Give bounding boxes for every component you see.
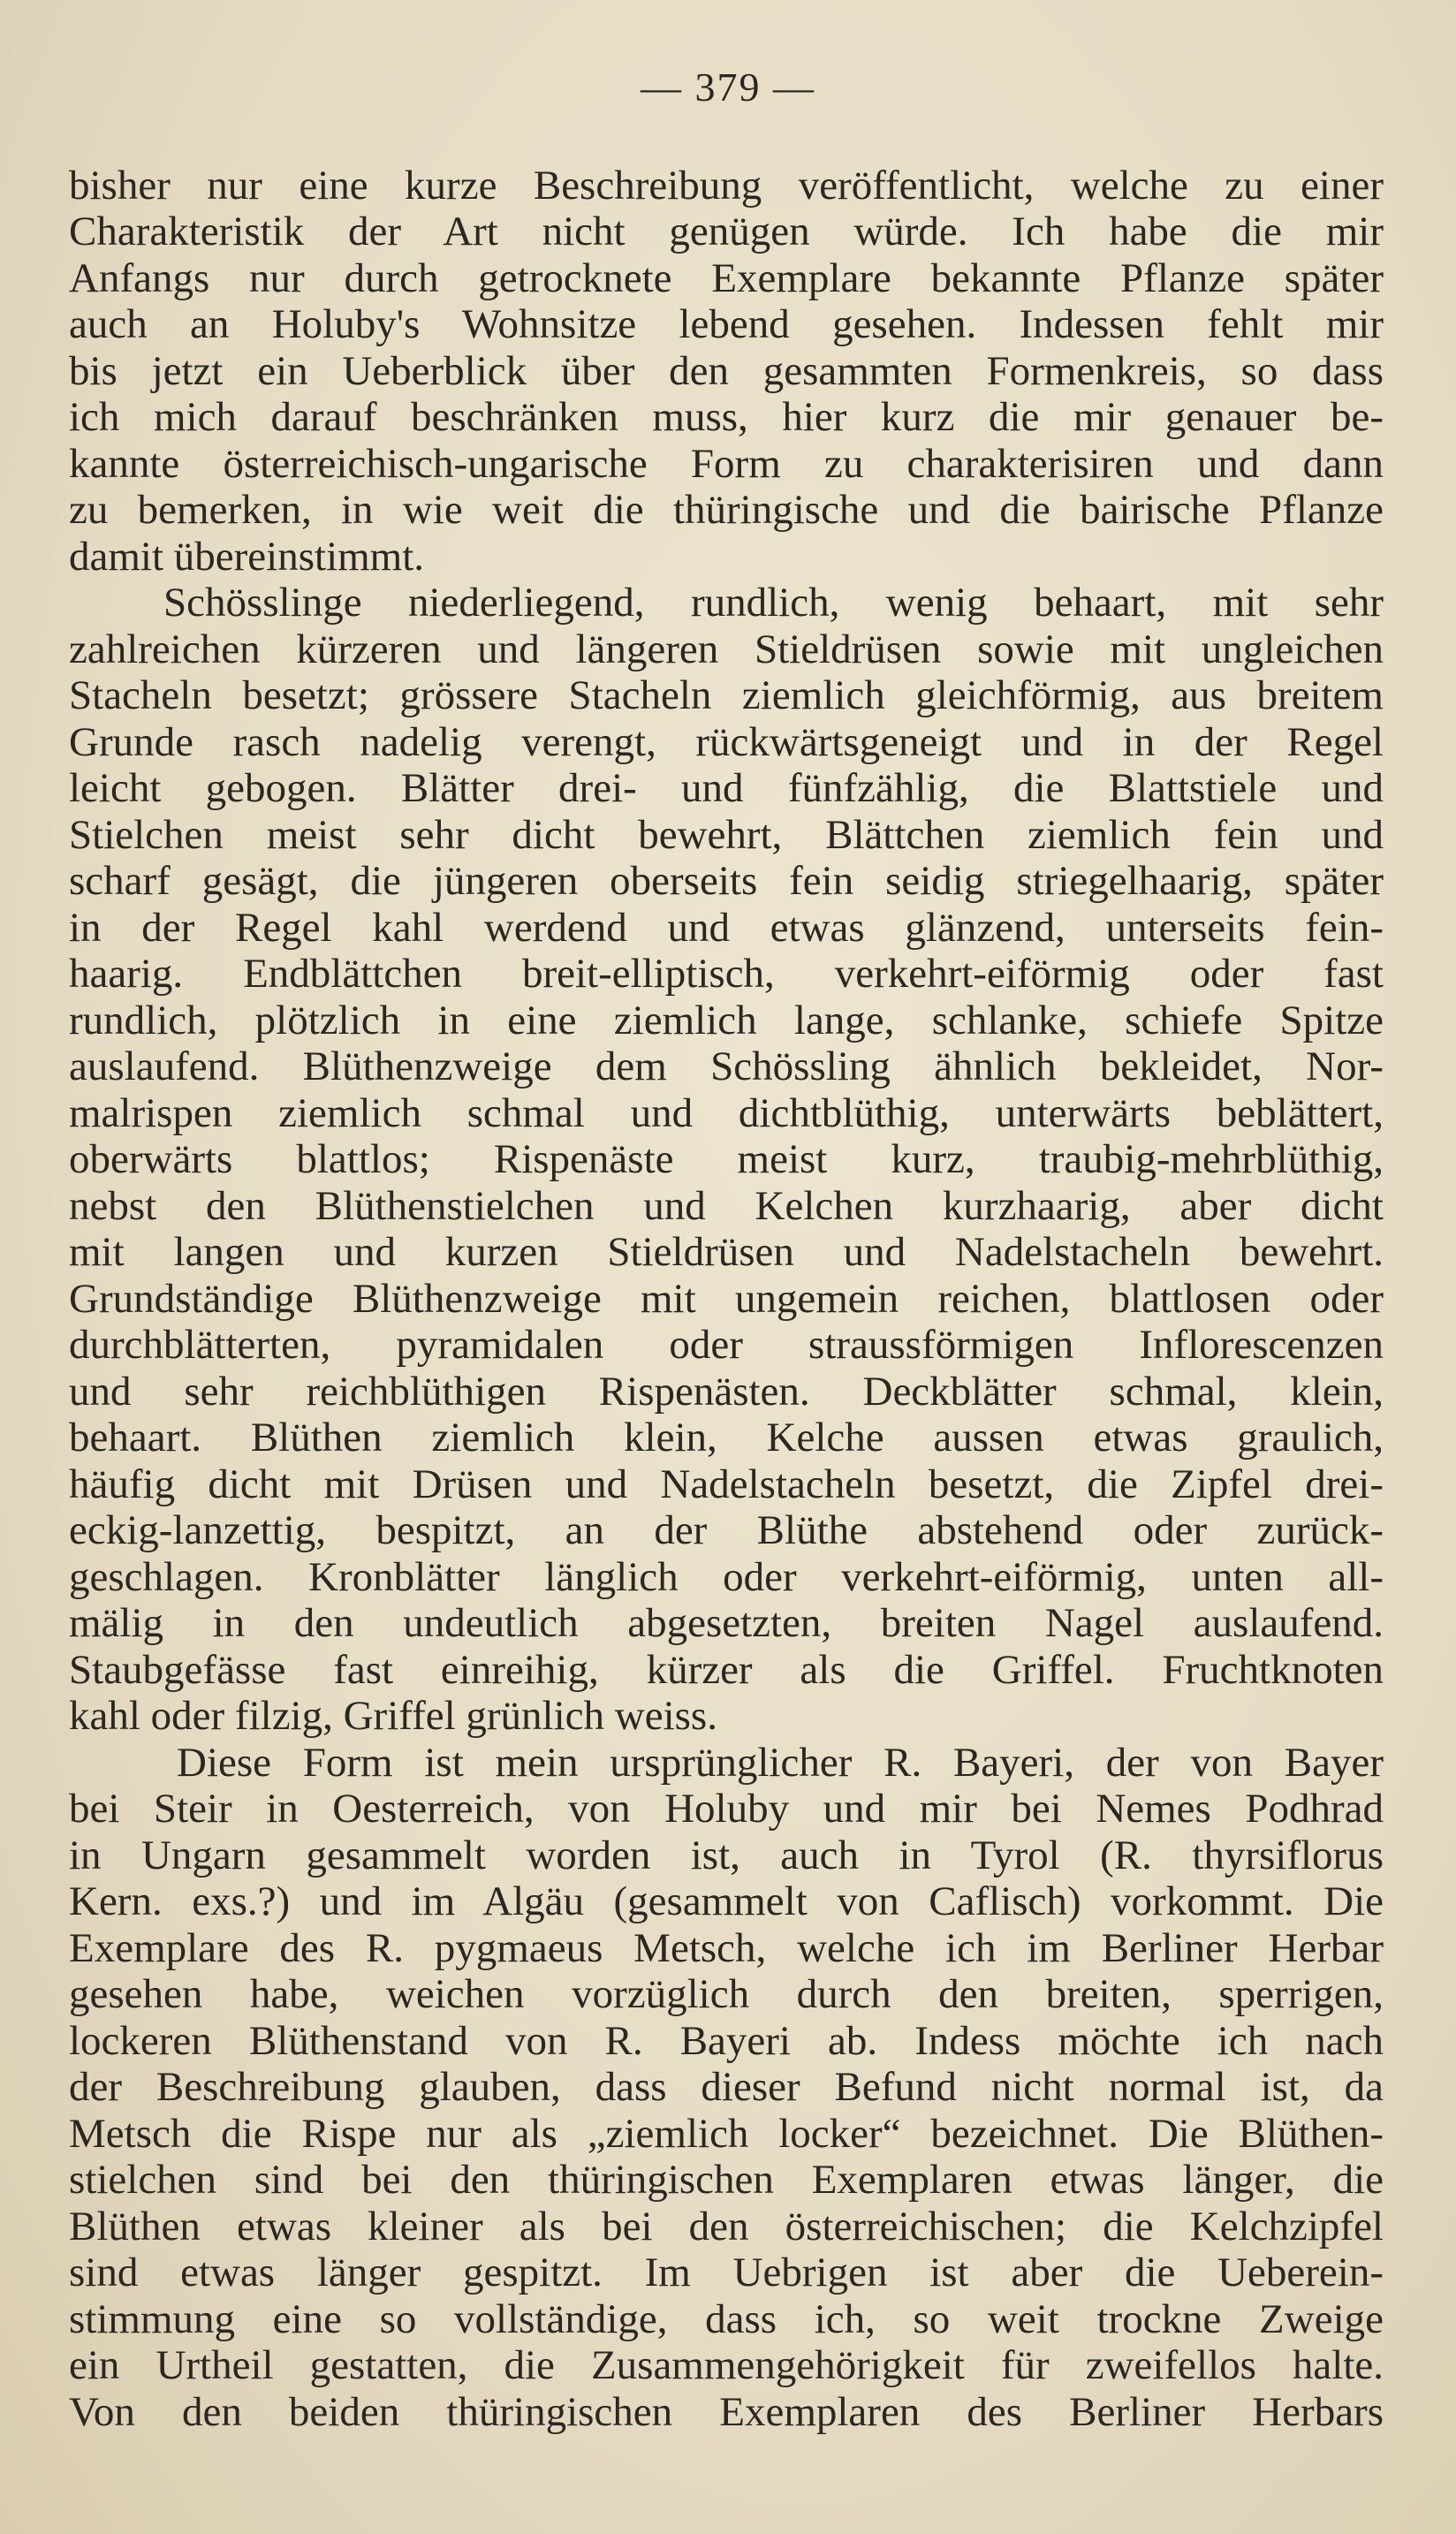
text-line: Kern. exs.?) und im Algäu (gesammelt von Caflisch) vorkommt. Die — [69, 1878, 1384, 1924]
text-line: eckig-lanzettig, bespitzt, an der Blüthe abstehend oder zurück- — [69, 1507, 1384, 1553]
text-line: lockeren Blüthenstand von R. Bayeri ab. Indess möchte ich nach — [69, 2018, 1384, 2064]
text-line: malrispen ziemlich schmal und dichtblüthig, unterwärts beblättert, — [69, 1090, 1384, 1136]
text-line: gesehen habe, weichen vorzüglich durch den breiten, sperrigen, — [69, 1971, 1384, 2017]
text-line: mit langen und kurzen Stieldrüsen und Nadelstacheln bewehrt. — [69, 1229, 1384, 1275]
text-line: Blüthen etwas kleiner als bei den österreichischen; die Kelchzipfel — [69, 2204, 1384, 2249]
text-line: Diese Form ist mein ursprünglicher R. Bayeri, der von Bayer — [177, 1740, 1384, 1786]
text-line: auch an Holuby's Wohnsitze lebend gesehen. Indessen fehlt mir — [69, 301, 1384, 347]
text-line: Stielchen meist sehr dicht bewehrt, Blättchen ziemlich fein und — [69, 812, 1384, 858]
text-line: mälig in den undeutlich abgesetzten, breiten Nagel auslaufend. — [69, 1600, 1384, 1646]
text-line: nebst den Blüthenstielchen und Kelchen kurzhaarig, aber dicht — [69, 1183, 1384, 1229]
text-line: zahlreichen kürzeren und längeren Stieldrüsen sowie mit ungleichen — [69, 626, 1384, 672]
text-line: behaart. Blüthen ziemlich klein, Kelche aussen etwas graulich, — [69, 1415, 1384, 1460]
text-line: kannte österreichisch-ungarische Form zu charakterisiren und dann — [69, 441, 1384, 487]
text-line: oberwärts blattlos; Rispenäste meist kurz, traubig-mehrblüthig, — [69, 1136, 1384, 1182]
text-line: bisher nur eine kurze Beschreibung veröffentlicht, welche zu einer — [69, 163, 1384, 209]
text-line: ich mich darauf beschränken muss, hier kurz die mir genauer be- — [69, 394, 1384, 440]
text-line: Grunde rasch nadelig verengt, rückwärtsgeneigt und in der Regel — [69, 719, 1384, 765]
text-line: und sehr reichblüthigen Rispenästen. Deckblätter schmal, klein, — [69, 1369, 1384, 1415]
text-line: häufig dicht mit Drüsen und Nadelstacheln besetzt, die Zipfel drei- — [69, 1461, 1384, 1507]
text-line: Exemplare des R. pygmaeus Metsch, welche ich im Berliner Herbar — [69, 1925, 1384, 1971]
text-line: rundlich, plötzlich in eine ziemlich lange, schlanke, schiefe Spitze — [69, 998, 1384, 1043]
text-line: in Ungarn gesammelt worden ist, auch in Tyrol (R. thyrsiflorus — [69, 1832, 1384, 1878]
text-line: Anfangs nur durch getrocknete Exemplare bekannte Pflanze später — [69, 255, 1384, 301]
text-line: Von den beiden thüringischen Exemplaren des Berliner Herbars — [69, 2389, 1384, 2435]
text-line: bis jetzt ein Ueberblick über den gesammten Formenkreis, so dass — [69, 348, 1384, 394]
page-number: — 379 — — [641, 64, 815, 110]
text-line: bei Steir in Oesterreich, von Holuby und mir bei Nemes Podhrad — [69, 1786, 1384, 1832]
text-line: kahl oder filzig, Griffel grünlich weiss. — [69, 1693, 717, 1739]
text-line: durchblätterten, pyramidalen oder straussförmigen Inflorescenzen — [69, 1322, 1384, 1368]
text-line: geschlagen. Kronblätter länglich oder verkehrt-eiförmig, unten all- — [69, 1554, 1384, 1600]
text-line: stielchen sind bei den thüringischen Exemplaren etwas länger, die — [69, 2157, 1384, 2203]
text-line: Staubgefässe fast einreihig, kürzer als die Griffel. Fruchtknoten — [69, 1647, 1384, 1693]
text-line: auslaufend. Blüthenzweige dem Schössling ähnlich bekleidet, Nor- — [69, 1043, 1384, 1089]
text-line: ein Urtheil gestatten, die Zusammengehörigkeit für zweifellos halte. — [69, 2342, 1384, 2388]
text-line: sind etwas länger gespitzt. Im Uebrigen ist aber die Ueberein- — [69, 2249, 1384, 2295]
text-line: Schösslinge niederliegend, rundlich, wenig behaart, mit sehr — [163, 580, 1384, 626]
text-line: Charakteristik der Art nicht genügen würde. Ich habe die mir — [69, 209, 1384, 254]
text-line: Stacheln besetzt; grössere Stacheln ziemlich gleichförmig, aus breitem — [69, 672, 1384, 718]
text-line: damit übereinstimmt. — [69, 534, 425, 580]
text-line: haarig. Endblättchen breit-elliptisch, verkehrt-eiförmig oder fast — [69, 951, 1384, 997]
text-line: stimmung eine so vollständige, dass ich, so weit trockne Zweige — [69, 2296, 1384, 2342]
text-line: in der Regel kahl werdend und etwas glänzend, unterseits fein- — [69, 905, 1384, 951]
text-line: zu bemerken, in wie weit die thüringische und die bairische Pflanze — [69, 487, 1384, 533]
text-line: scharf gesägt, die jüngeren oberseits fein seidig striegelhaarig, später — [69, 858, 1384, 904]
text-line: der Beschreibung glauben, dass dieser Befund nicht normal ist, da — [69, 2064, 1384, 2110]
text-line: Metsch die Rispe nur als „ziemlich locker“ bezeichnet. Die Blüthen- — [69, 2111, 1384, 2157]
text-line: leicht gebogen. Blätter drei- und fünfzählig, die Blattstiele und — [69, 765, 1384, 811]
text-line: Grundständige Blüthenzweige mit ungemein reichen, blattlosen oder — [69, 1276, 1384, 1322]
